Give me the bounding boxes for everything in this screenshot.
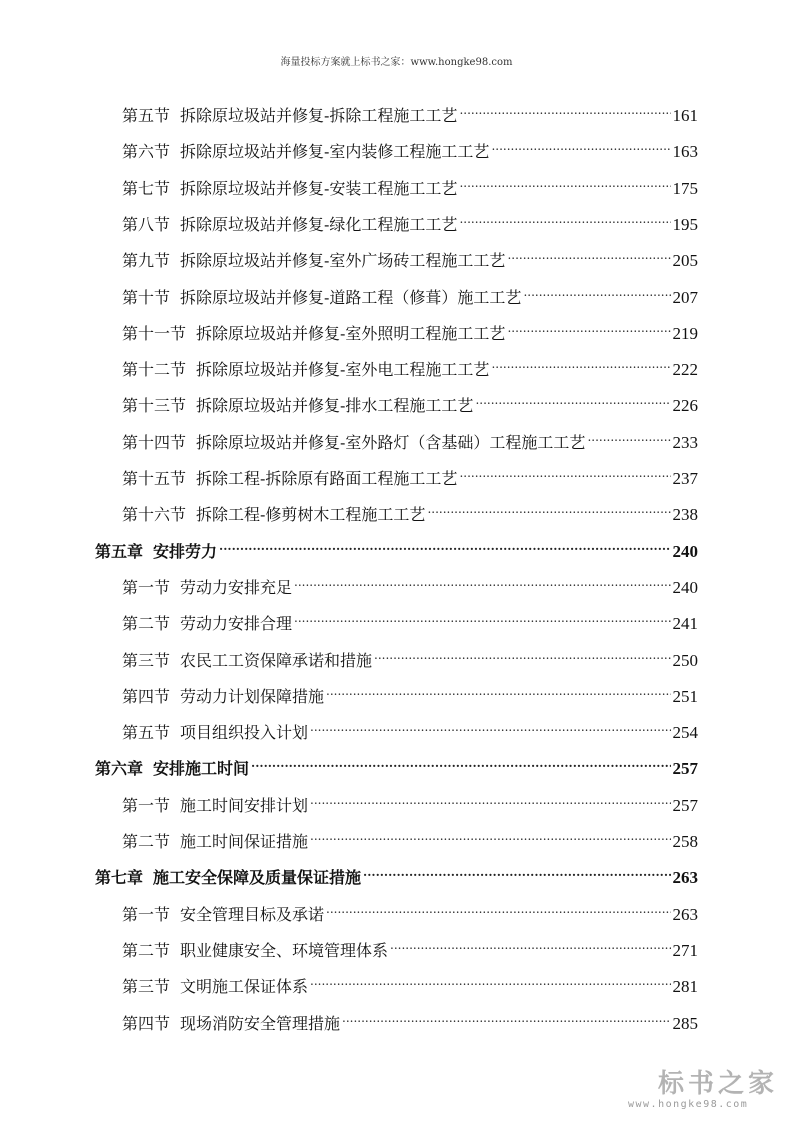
toc-leader-dots	[507, 240, 670, 266]
toc-leader-dots	[251, 748, 670, 774]
logo-url: www.hongke98.com	[628, 1099, 749, 1110]
toc-entry-title: 拆除原垃圾站并修复-拆除工程施工工艺	[180, 106, 458, 125]
toc-page-number: 251	[672, 686, 698, 706]
toc-leader-dots	[374, 640, 670, 666]
toc-entry-number: 第四节	[122, 1013, 171, 1033]
toc-entry-number: 第十二节	[122, 360, 187, 380]
toc-entry-number: 第二节	[122, 832, 171, 851]
toc-entry-title: 农民工工资保障承诺和措施	[180, 650, 373, 670]
toc-entry-number: 第十五节	[122, 469, 187, 488]
toc-leader-dots	[294, 567, 670, 593]
toc-entry-number: 第三节	[122, 650, 171, 670]
toc-page-number: 257	[672, 759, 698, 779]
toc-page-number: 240	[672, 577, 698, 597]
toc-leader-dots	[326, 676, 670, 702]
toc-page-number: 207	[672, 287, 698, 307]
toc-entry-number: 第五节	[122, 106, 171, 125]
toc-leader-dots	[390, 930, 670, 956]
toc-section-entry[interactable]	[122, 930, 698, 960]
toc-section-entry[interactable]	[122, 168, 698, 198]
toc-entry-number: 第七节	[122, 178, 171, 198]
toc-page-number: 258	[672, 832, 698, 851]
toc-entry-title: 现场消防安全管理措施	[180, 1013, 341, 1033]
toc-entry-number: 第六节	[122, 142, 171, 162]
toc-entry-heading	[122, 684, 324, 710]
toc-entry-number: 第八节	[122, 214, 171, 234]
toc-entry-number: 第一节	[122, 904, 171, 924]
toc-entry-heading	[122, 502, 425, 528]
toc-entry-number: 第十节	[122, 287, 171, 307]
toc-page-number: 250	[672, 650, 698, 670]
toc-entry-title: 施工安全保障及质量保证措施	[153, 868, 362, 888]
logo-title: 标书之家	[658, 1069, 779, 1099]
toc-entry-heading	[122, 466, 457, 492]
toc-entry-number: 第五章	[95, 541, 144, 561]
toc-entry-title: 拆除原垃圾站并修复-排水工程施工工艺	[196, 396, 474, 416]
toc-leader-dots	[459, 168, 670, 194]
toc-page-number: 163	[672, 142, 698, 162]
toc-section-entry[interactable]	[122, 131, 698, 162]
toc-section-entry[interactable]	[122, 95, 698, 125]
toc-entry-title: 拆除工程-修剪树木工程施工工艺	[196, 505, 426, 525]
toc-page-number: 263	[672, 904, 698, 924]
toc-entry-heading	[122, 575, 292, 601]
toc-section-entry[interactable]	[122, 240, 698, 271]
toc-entry-title: 劳动力安排合理	[180, 614, 293, 634]
toc-entry-title: 施工时间保证措施	[180, 832, 309, 851]
toc-section-entry[interactable]	[122, 821, 698, 851]
toc-section-entry[interactable]	[122, 712, 698, 743]
toc-entry-heading	[122, 139, 489, 165]
toc-leader-dots	[294, 603, 670, 629]
toc-entry-heading	[122, 974, 308, 1000]
toc-entry-title: 拆除工程-拆除原有路面工程施工工艺	[196, 469, 458, 488]
toc-entry-heading	[122, 611, 292, 637]
toc-entry-heading	[122, 1011, 340, 1037]
toc-entry-title: 拆除原垃圾站并修复-室内装修工程施工工艺	[180, 142, 490, 162]
toc-leader-dots	[491, 349, 670, 375]
toc-section-entry[interactable]	[122, 458, 698, 488]
toc-entry-number: 第七章	[95, 868, 144, 888]
toc-chapter-entry[interactable]	[95, 531, 698, 561]
toc-entry-number: 第二节	[122, 940, 171, 960]
toc-leader-dots	[459, 458, 670, 484]
toc-entry-heading	[122, 793, 308, 819]
toc-section-entry[interactable]	[122, 1003, 698, 1033]
toc-leader-dots	[219, 531, 670, 557]
toc-entry-heading	[122, 902, 324, 928]
toc-entry-heading	[122, 829, 308, 855]
toc-leader-dots	[310, 712, 670, 738]
toc-entry-heading	[122, 648, 372, 674]
toc-leader-dots	[427, 494, 670, 520]
toc-page-number: 226	[672, 396, 698, 416]
toc-entry-number: 第十一节	[122, 323, 187, 343]
toc-page-number: 238	[672, 505, 698, 525]
toc-entry-title: 施工时间安排计划	[180, 795, 309, 815]
toc-page-number: 161	[672, 106, 698, 125]
toc-page-number: 257	[672, 795, 698, 815]
toc-page-number: 205	[672, 251, 698, 271]
toc-leader-dots	[459, 204, 670, 230]
toc-entry-heading	[122, 720, 308, 746]
page-header: 海量投标方案就上标书之家：www.hongke98.com	[280, 57, 513, 68]
toc-entry-title: 拆除原垃圾站并修复-绿化工程施工工艺	[180, 214, 458, 234]
toc-section-entry[interactable]	[122, 349, 698, 380]
toc-entry-heading	[122, 248, 505, 274]
toc-entry-number: 第三节	[122, 977, 171, 997]
toc-leader-dots	[310, 966, 670, 992]
toc-entry-title: 拆除原垃圾站并修复-室外电工程施工工艺	[196, 360, 490, 380]
toc-leader-dots	[523, 277, 670, 303]
toc-page-number: 271	[672, 940, 698, 960]
toc-page-number: 233	[672, 432, 698, 452]
toc-entry-title: 劳动力安排充足	[180, 577, 293, 597]
toc-entry-heading	[122, 357, 489, 383]
toc-entry-number: 第一节	[122, 577, 171, 597]
toc-entry-heading	[95, 539, 217, 565]
toc-entry-heading	[122, 430, 585, 456]
toc-chapter-entry[interactable]	[95, 748, 698, 779]
toc-chapter-entry[interactable]	[95, 857, 698, 888]
toc-page-number: 281	[672, 977, 698, 997]
toc-section-entry[interactable]	[122, 640, 698, 670]
toc-section-entry[interactable]	[122, 785, 698, 815]
toc-page-number: 175	[672, 178, 698, 198]
toc-page-number: 254	[672, 723, 698, 743]
toc-entry-number: 第一节	[122, 795, 171, 815]
toc-leader-dots	[363, 857, 670, 883]
toc-section-entry[interactable]	[122, 422, 698, 452]
toc-entry-title: 拆除原垃圾站并修复-室外广场砖工程施工工艺	[180, 251, 506, 271]
toc-leader-dots	[587, 422, 670, 448]
toc-section-entry[interactable]	[122, 494, 698, 525]
toc-section-entry[interactable]	[122, 894, 698, 924]
toc-page-number: 195	[672, 214, 698, 234]
toc-section-entry[interactable]	[122, 204, 698, 234]
brand-logo	[628, 1063, 788, 1113]
toc-entry-title: 拆除原垃圾站并修复-室外路灯（含基础）工程施工工艺	[196, 432, 586, 452]
toc-page-number: 241	[672, 614, 698, 634]
toc-entry-number: 第九节	[122, 251, 171, 271]
toc-leader-dots	[475, 385, 670, 411]
toc-page-number: 263	[672, 868, 698, 888]
toc-entry-heading	[122, 393, 473, 419]
toc-leader-dots	[491, 131, 670, 157]
toc-page-number: 219	[672, 323, 698, 343]
toc-entry-number: 第十三节	[122, 396, 187, 416]
toc-entry-number: 第十六节	[122, 505, 187, 525]
toc-entry-title: 安排施工时间	[153, 759, 250, 779]
toc-entry-heading	[95, 865, 361, 891]
toc-leader-dots	[459, 95, 670, 121]
toc-entry-number: 第五节	[122, 723, 171, 743]
toc-leader-dots	[342, 1003, 670, 1029]
toc-leader-dots	[310, 785, 670, 811]
toc-entry-title: 拆除原垃圾站并修复-室外照明工程施工工艺	[196, 323, 506, 343]
toc-section-entry[interactable]	[122, 603, 698, 634]
toc-entry-title: 安全管理目标及承诺	[180, 904, 325, 924]
toc-entry-number: 第二节	[122, 614, 171, 634]
toc-section-entry[interactable]	[122, 385, 698, 416]
toc-entry-title: 安排劳力	[153, 541, 218, 561]
toc-entry-heading	[95, 756, 249, 782]
toc-entry-heading	[122, 176, 457, 202]
toc-section-entry[interactable]	[122, 676, 698, 706]
toc-leader-dots	[310, 821, 670, 847]
toc-entry-title: 文明施工保证体系	[180, 977, 309, 997]
toc-page-number: 240	[672, 541, 698, 561]
toc-leader-dots	[326, 894, 670, 920]
toc-section-entry[interactable]	[122, 567, 698, 597]
toc-entry-title: 拆除原垃圾站并修复-安装工程施工工艺	[180, 178, 458, 198]
toc-page-number: 285	[672, 1013, 698, 1033]
toc-entry-title: 劳动力计划保障措施	[180, 686, 325, 706]
toc-page-number: 222	[672, 360, 698, 380]
toc-section-entry[interactable]	[122, 966, 698, 997]
toc-entry-heading	[122, 212, 457, 238]
toc-entry-heading	[122, 285, 521, 311]
toc-entry-number: 第四节	[122, 686, 171, 706]
toc-entry-number: 第十四节	[122, 432, 187, 452]
toc-entry-heading	[122, 103, 457, 129]
toc-entry-title: 职业健康安全、环境管理体系	[180, 940, 389, 960]
toc-entry-title: 项目组织投入计划	[180, 723, 309, 743]
toc-entry-number: 第六章	[95, 759, 144, 779]
toc-leader-dots	[507, 313, 670, 339]
toc-section-entry[interactable]	[122, 277, 698, 307]
toc-entry-heading	[122, 321, 505, 347]
toc-page-number: 237	[672, 469, 698, 488]
toc-section-entry[interactable]	[122, 313, 698, 343]
toc-entry-heading	[122, 938, 388, 964]
toc-entry-title: 拆除原垃圾站并修复-道路工程（修葺）施工工艺	[180, 287, 522, 307]
